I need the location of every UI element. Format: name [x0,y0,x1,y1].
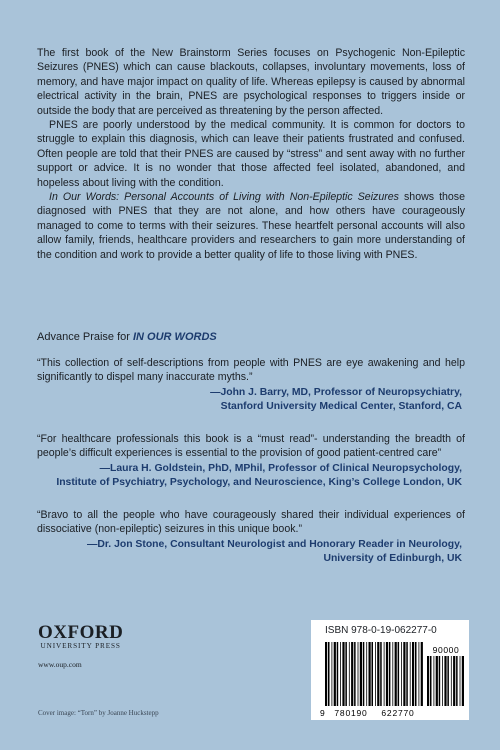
barcode-bar [439,656,441,706]
barcode-bar [377,642,379,706]
barcode-bar [401,642,402,706]
praise-quote-2: “For healthcare professionals this book is a “must read”- understanding the breadth of people’s difficult experiences is essential to the provision of good patient-centred care” [37,433,465,460]
barcode-bar [427,656,429,706]
barcode-addon-digits: 90000 [432,645,460,655]
barcode-bar [375,642,376,706]
description-paragraph-3-text: shows those diagnosed with PNES that they are not alone, and how others have courageously managed to come to terms with their seizures. These heartfelt personal accounts will also allow family, friends, healthcare providers and researchers to gain more understanding of the condition and work to provide a better quality of life to those living with PNES. [37,191,465,261]
barcode-bar [447,656,449,706]
barcode-bar [436,656,438,706]
praise-attribution-3 [87,538,462,567]
barcode-bar [372,642,374,706]
publisher-website: www.oup.com [38,660,82,669]
isbn-label: ISBN 978-0-19-062277-0 [325,625,437,636]
barcode-bar [340,642,341,706]
barcode-bar [392,642,393,706]
description-paragraph-2: PNES are poorly understood by the medical community. It is common for doctors to struggle to explain this diagnosis, which can leave their patients frustrated and confused. Often people are told that their PNES are caused by “stress” and sent away with no further support or advice. It is no wonder that those affected feel isolated, abandoned, and hopeless about living with the condition. [37,119,465,189]
barcode-bar [412,642,414,706]
attribution-3-line-1: —Dr. Jon Stone, Consultant Neurologist and Honorary Reader in Neurology, [86,539,462,550]
book-description [37,46,465,262]
publisher-name: OXFORD [38,622,124,643]
praise-quote-3: “Bravo to all the people who have courageously shared their individual experiences of dissociative (non-epileptic) seizures in this unique book.” [37,509,465,536]
barcode-bar [386,642,388,706]
description-paragraph-1: The first book of the New Brainstorm Series focuses on Psychogenic Non-Epileptic Seizures (PNES) which can cause blackouts, collapses, involuntary movements, loss of memory, and have major impact on quality of life. Whereas epilepsy is caused by abnormal electrical activity in the brain, PNES are psychological responses to triggers inside or outside the body that are perceived as threatening by the person affected. [37,47,465,117]
barcode-bar [332,642,333,706]
addon-barcode-bars [427,656,464,706]
barcode-bar [337,642,339,706]
praise-attribution-2 [56,462,462,491]
advance-praise-heading [37,331,217,343]
cover-image-credit: Cover image: “Torn” by Joanne Huckstepp [38,709,159,717]
publisher-subtitle: UNIVERSITY PRESS [40,642,121,650]
barcode-bar [430,656,432,706]
barcode-bar [460,656,461,706]
barcode-bar [363,642,365,706]
advance-praise-title: IN OUR WORDS [133,331,217,343]
barcode-bar [360,642,362,706]
barcode-bar [325,642,327,706]
barcode-bar [442,656,443,706]
attribution-1-line-2: Stanford University Medical Center, Stanford, CA [220,401,462,413]
barcode-bar [358,642,359,706]
barcode-bar [415,642,417,706]
book-title-italic: In Our Words: Personal Accounts of Living with Non-Epileptic Seizures [49,191,399,204]
barcode-bar [410,642,411,706]
barcode-bar [345,642,347,706]
barcode-bar [395,642,397,706]
barcode-bar [354,642,356,706]
barcode-digits-right: 622770 [381,708,415,718]
barcode-bar [421,642,423,706]
barcode-bar [342,642,344,706]
description-paragraph-3 [37,190,465,262]
barcode-bar [349,642,350,706]
barcode-digit-first: 9 [320,708,325,718]
barcode-bar [389,642,391,706]
barcode-bar [403,642,405,706]
barcode-bar [351,642,353,706]
praise-attribution-1 [210,386,462,415]
barcode-bar [369,642,371,706]
barcode-bar [406,642,408,706]
barcode-bar [434,656,435,706]
barcode-bar [398,642,400,706]
barcode-bar [328,642,330,706]
barcode-bar [462,656,464,706]
praise-quote-1: “This collection of self-descriptions from people with PNES are eye awakening and help significantly to dispel many inaccurate myths.” [37,357,465,384]
barcode-bar [384,642,385,706]
barcode-bar [456,656,458,706]
attribution-2-line-2: Institute of Psychiatry, Psychology, and Neuroscience, King’s College London, UK [56,477,462,489]
advance-praise-prefix: Advance Praise for [37,331,133,343]
barcode-bar [380,642,382,706]
barcode-bar [444,656,446,706]
attribution-1-line-1: —John J. Barry, MD, Professor of Neuropsychiatry, [210,387,462,398]
barcode-graphic [311,620,469,720]
barcode-bar [419,642,420,706]
barcode-digits-left: 780190 [334,708,368,718]
attribution-2-line-1: —Laura H. Goldstein, PhD, MPhil, Professor of Clinical Neuropsychology, [99,463,462,474]
attribution-3-line-2: University of Edinburgh, UK [323,553,462,565]
barcode-bar [453,656,455,706]
publisher-logo [38,624,123,651]
barcode-bar [451,656,452,706]
barcode-panel [311,620,469,720]
barcode-bar [334,642,336,706]
ean13-barcode-bars [325,642,423,706]
barcode-bar [366,642,367,706]
